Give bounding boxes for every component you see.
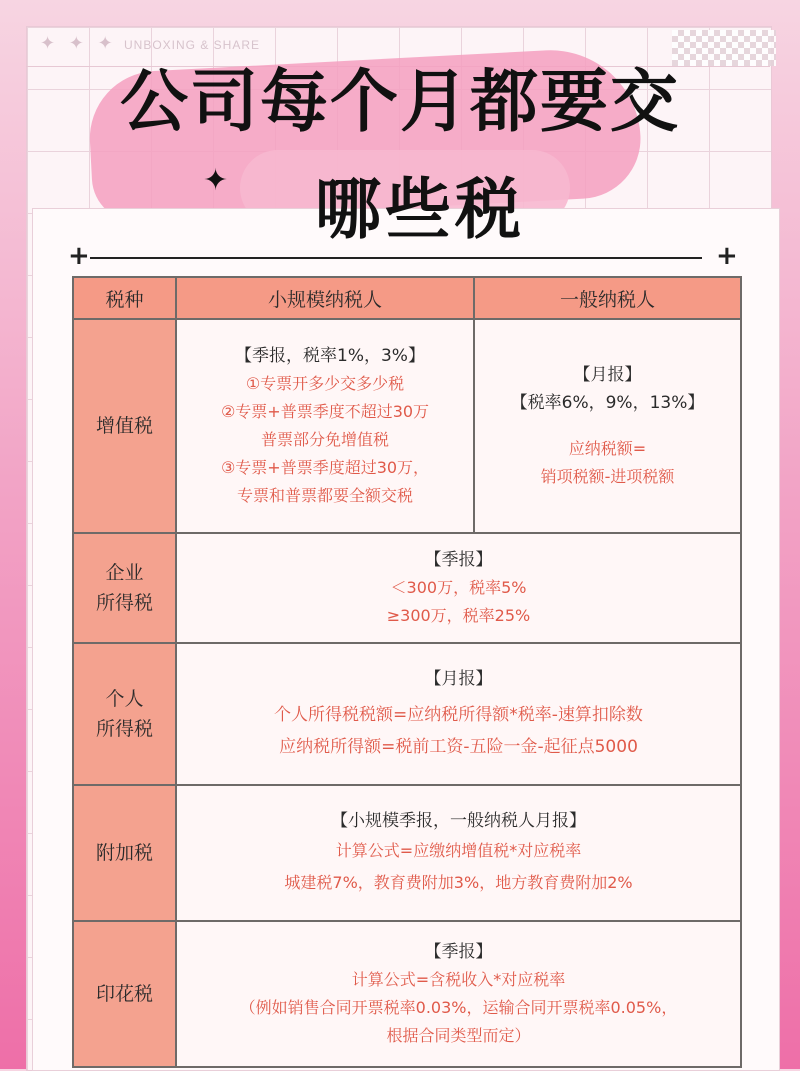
row-label-surcharge: 附加税 bbox=[73, 785, 176, 921]
surcharge-cell bbox=[176, 785, 741, 921]
stamp-duty-line2: （例如销售合同开票税率0.03%，运输合同开票税率0.05%， bbox=[239, 998, 678, 1017]
personal-tax-line2: 应纳税所得额=税前工资-五险一金-起征点5000 bbox=[279, 737, 638, 757]
row-label-line: 所得税 bbox=[95, 592, 153, 614]
vat-small-cell bbox=[176, 319, 474, 533]
table-row bbox=[73, 921, 741, 1067]
vat-general-cell bbox=[474, 319, 741, 533]
tax-table bbox=[72, 276, 742, 1068]
table-row bbox=[73, 643, 741, 785]
row-label-line: 企业 bbox=[105, 562, 144, 584]
table-row bbox=[73, 319, 741, 533]
vat-small-line: ②专票+普票季度不超过30万 bbox=[220, 402, 430, 421]
divider-line bbox=[90, 257, 702, 259]
corp-tax-head: 【季报】 bbox=[424, 550, 493, 570]
vat-general-head1: 【月报】 bbox=[573, 365, 642, 385]
surcharge-line1: 计算公式=应缴纳增值税*对应税率 bbox=[335, 841, 582, 860]
surcharge-head: 【小规模季报，一般纳税人月报】 bbox=[331, 811, 586, 831]
vat-small-line: 普票部分免增值税 bbox=[260, 430, 389, 449]
stamp-duty-line1: 计算公式=含税收入*对应税率 bbox=[351, 970, 566, 989]
vat-small-line: 专票和普票都要全额交税 bbox=[236, 486, 413, 505]
row-label-corporate-income-tax bbox=[73, 533, 176, 643]
vat-general-head2: 【税率6%，9%，13%】 bbox=[510, 393, 705, 413]
surcharge-line2: 城建税7%，教育费附加3%，地方教育费附加2% bbox=[284, 873, 633, 892]
stamp-duty-head: 【季报】 bbox=[424, 942, 493, 962]
plus-icon-left: + bbox=[68, 241, 90, 271]
vat-small-head: 【季报，税率1%，3%】 bbox=[235, 346, 425, 366]
sparkle-icon: ✦ bbox=[203, 163, 229, 198]
row-label-vat: 增值税 bbox=[73, 319, 176, 533]
plus-icon-right: + bbox=[716, 241, 738, 271]
personal-tax-cell bbox=[176, 643, 741, 785]
corp-tax-line2: ≥300万，税率25% bbox=[386, 606, 531, 625]
column-header-general-taxpayer: 一般纳税人 bbox=[474, 277, 741, 319]
row-label-stamp-duty: 印花税 bbox=[73, 921, 176, 1067]
vat-general-formula2: 销项税额-进项税额 bbox=[540, 467, 675, 486]
vat-small-line: ①专票开多少交多少税 bbox=[245, 374, 405, 393]
vat-small-line: ③专票+普票季度超过30万， bbox=[220, 458, 430, 477]
table-row bbox=[73, 785, 741, 921]
personal-tax-line1: 个人所得税税额=应纳税所得额*税率-速算扣除数 bbox=[274, 705, 643, 725]
row-label-line: 个人 bbox=[105, 688, 144, 710]
table-header-row bbox=[73, 277, 741, 319]
stamp-duty-line3: 根据合同类型而定） bbox=[386, 1026, 531, 1045]
personal-tax-head: 【月报】 bbox=[424, 669, 493, 689]
page-title-line2: 哪些税 bbox=[315, 171, 525, 248]
page-title-line1: 公司每个月都要交 bbox=[119, 63, 680, 142]
row-label-line: 所得税 bbox=[95, 718, 153, 740]
column-header-tax-type: 税种 bbox=[73, 277, 176, 319]
vat-general-formula1: 应纳税额= bbox=[568, 439, 647, 458]
stamp-duty-cell bbox=[176, 921, 741, 1067]
row-label-personal-income-tax bbox=[73, 643, 176, 785]
stars-icon: ✦ ✦ ✦ bbox=[40, 33, 117, 54]
corp-tax-line1: ＜300万，税率5% bbox=[390, 578, 527, 597]
corp-tax-cell bbox=[176, 533, 741, 643]
brand-text: UNBOXING & SHARE bbox=[124, 38, 261, 52]
column-header-small-taxpayer: 小规模纳税人 bbox=[176, 277, 474, 319]
table-row bbox=[73, 533, 741, 643]
